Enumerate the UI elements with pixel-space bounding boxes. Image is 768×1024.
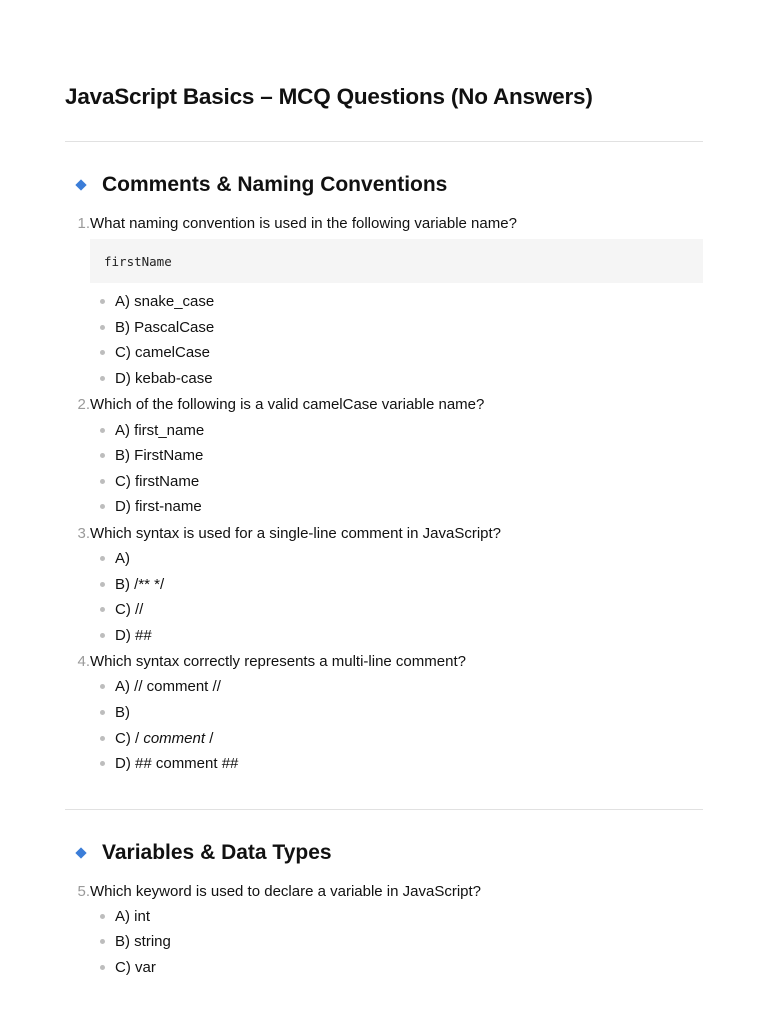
question-text: Which syntax correctly represents a multi-line comment? (90, 653, 466, 671)
diamond-icon (75, 847, 86, 858)
option-item (65, 751, 703, 777)
question-list (65, 882, 703, 981)
bullet-icon (100, 453, 105, 458)
bullet-icon (100, 504, 105, 509)
question-item (65, 524, 703, 648)
option-text: A) int (115, 907, 151, 925)
option-item (65, 623, 703, 649)
question-number: 5. (77, 882, 90, 900)
option-text: D) first-name (115, 498, 202, 516)
section-heading-text: Comments & Naming Conventions (102, 173, 448, 196)
code-block: firstName (90, 239, 703, 283)
question-number: 1. (77, 215, 90, 232)
option-text: B) PascalCase (115, 318, 215, 336)
option-list (65, 674, 703, 776)
bullet-icon (100, 965, 105, 970)
page-title: JavaScript Basics – MCQ Questions (No Answers) (65, 84, 593, 109)
bullet-icon (100, 479, 105, 484)
bullet-icon (100, 376, 105, 381)
question-text: What naming convention is used in the following variable name? (90, 215, 517, 232)
option-item (65, 289, 703, 315)
question-list (65, 214, 703, 777)
question-item (65, 882, 703, 981)
question-number: 4. (77, 653, 90, 671)
question-text: Which keyword is used to declare a variable in JavaScript? (90, 882, 482, 900)
bullet-icon (100, 428, 105, 433)
bullet-icon (100, 761, 105, 766)
bullet-icon (100, 607, 105, 612)
option-item (65, 494, 703, 520)
bullet-icon (100, 582, 105, 587)
option-item (65, 340, 703, 366)
bullet-icon (100, 684, 105, 689)
option-item (65, 469, 703, 495)
option-item (65, 315, 703, 341)
option-item (65, 571, 703, 597)
option-text: A) // comment // (115, 678, 221, 696)
option-emphasis: comment (143, 729, 206, 747)
question-item (65, 395, 703, 519)
option-text: D) ## (115, 626, 152, 644)
bullet-icon (100, 736, 105, 741)
question-item (65, 652, 703, 776)
option-item (65, 443, 703, 469)
bullet-icon (100, 325, 105, 330)
option-item (65, 929, 703, 955)
option-text: B) (115, 704, 130, 722)
option-text: C) camelCase (115, 344, 211, 362)
option-item (65, 955, 703, 981)
option-text: C) firstName (115, 472, 200, 490)
option-text (115, 729, 213, 748)
bullet-icon (100, 914, 105, 919)
section-heading-comments (65, 172, 703, 198)
option-text: B) /** */ (115, 575, 165, 593)
option-item (65, 417, 703, 443)
bullet-icon (100, 350, 105, 355)
option-suffix: / (205, 729, 214, 747)
option-item (65, 674, 703, 700)
option-text: C) // (115, 601, 144, 619)
question-item (65, 214, 703, 391)
option-text: A) first_name (115, 421, 205, 439)
option-text: B) string (115, 933, 171, 951)
bullet-icon (100, 299, 105, 304)
option-item (65, 546, 703, 572)
option-text: A) (115, 550, 130, 568)
bullet-icon (100, 939, 105, 944)
option-item (65, 597, 703, 623)
option-list (65, 546, 703, 648)
divider (65, 141, 703, 142)
question-number: 2. (77, 396, 90, 414)
diamond-icon (75, 179, 86, 190)
bullet-icon (100, 556, 105, 561)
question-text: Which syntax is used for a single-line comment in JavaScript? (90, 524, 502, 542)
option-text: B) FirstName (115, 447, 204, 465)
option-item (65, 904, 703, 930)
option-text: D) kebab-case (115, 370, 213, 388)
option-text: C) var (115, 958, 156, 976)
bullet-icon (100, 633, 105, 638)
option-item (65, 725, 703, 751)
option-prefix: C) / (115, 729, 144, 747)
option-text: D) ## comment ## (115, 755, 239, 773)
divider (65, 809, 703, 810)
section-heading-variables (65, 840, 703, 866)
section-heading-text: Variables & Data Types (102, 840, 332, 864)
option-list (65, 904, 703, 981)
question-text: Which of the following is a valid camelCase variable name? (90, 396, 485, 414)
option-item (65, 366, 703, 392)
option-item (65, 700, 703, 726)
option-text: A) snake_case (115, 293, 215, 311)
option-list (65, 289, 703, 391)
option-list (65, 417, 703, 519)
bullet-icon (100, 710, 105, 715)
question-number: 3. (77, 524, 90, 542)
